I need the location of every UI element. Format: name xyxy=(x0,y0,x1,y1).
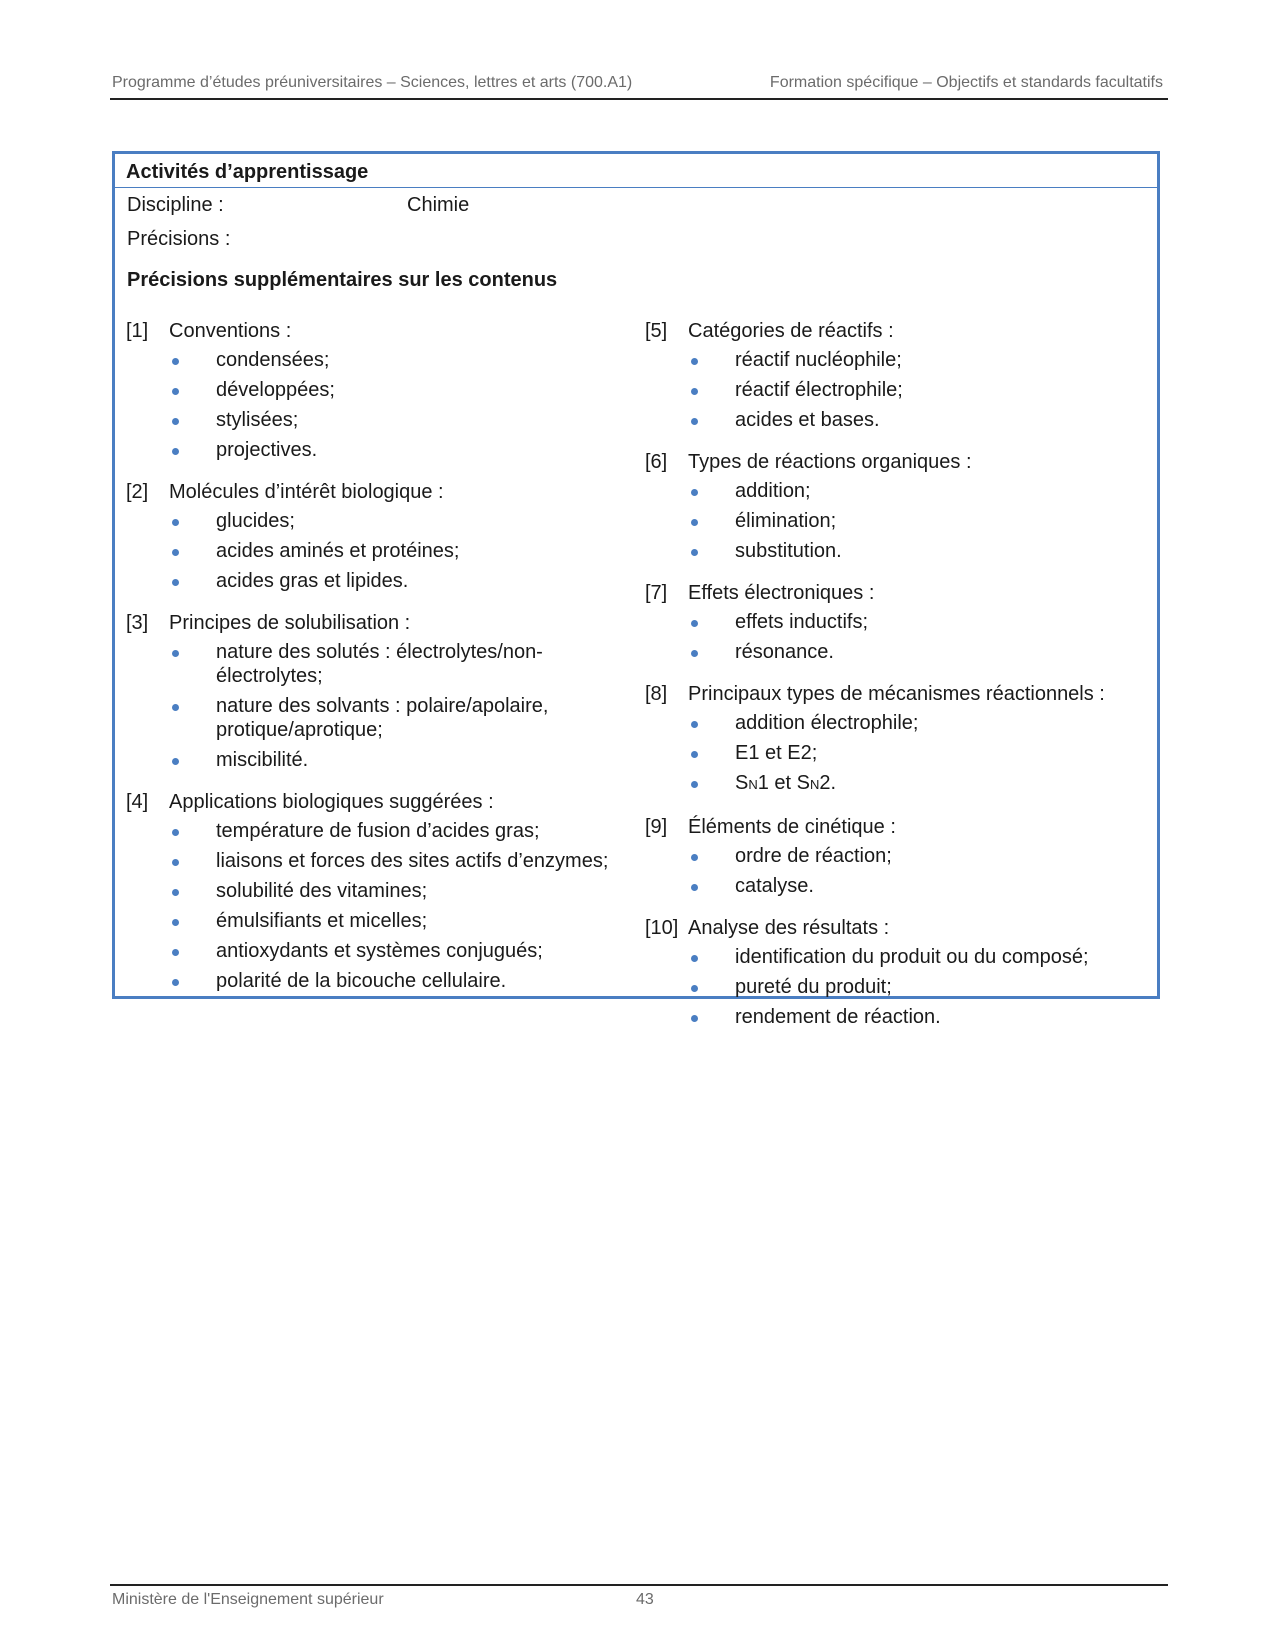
list-item: pureté du produit; xyxy=(645,973,1145,1003)
discipline-label: Discipline : xyxy=(127,194,224,216)
section-number: [8] xyxy=(645,683,668,705)
section-6 xyxy=(645,447,1145,567)
section-number: [10] xyxy=(645,917,679,939)
bullet-icon xyxy=(691,549,698,556)
content-subtitle: Précisions supplémentaires sur les contenus xyxy=(127,269,558,291)
section-number: [2] xyxy=(126,481,149,503)
section-title: Éléments de cinétique : xyxy=(688,816,896,838)
list-item: résonance. xyxy=(645,638,1145,668)
section-title: Effets électroniques : xyxy=(688,582,875,604)
list-item: nature des solutés : électrolytes/non-électrolytes; xyxy=(126,638,626,692)
list-item: élimination; xyxy=(645,507,1145,537)
section-number: [3] xyxy=(126,612,149,634)
bullet-icon xyxy=(691,519,698,526)
bullet-icon xyxy=(691,985,698,992)
bullet-icon xyxy=(172,519,179,526)
bullet-icon xyxy=(691,650,698,657)
section-number: [1] xyxy=(126,320,149,342)
list-item: acides aminés et protéines; xyxy=(126,537,626,567)
list-item: émulsifiants et micelles; xyxy=(126,907,626,937)
section-4 xyxy=(126,787,626,997)
section-3 xyxy=(126,608,626,776)
list-item: développées; xyxy=(126,376,626,406)
bullet-icon xyxy=(172,579,179,586)
bullet-icon xyxy=(172,758,179,765)
list-item: ordre de réaction; xyxy=(645,842,1145,872)
page-header xyxy=(110,72,1168,100)
list-item: réactif nucléophile; xyxy=(645,346,1145,376)
page-number: 43 xyxy=(636,1591,654,1608)
list-item: glucides; xyxy=(126,507,626,537)
list-item: acides et bases. xyxy=(645,406,1145,436)
list-item: stylisées; xyxy=(126,406,626,436)
list-item: identification du produit ou du composé; xyxy=(645,943,1145,973)
list-item: liaisons et forces des sites actifs d’enzymes; xyxy=(126,847,626,877)
bullet-icon xyxy=(691,884,698,891)
list-item: polarité de la bicouche cellulaire. xyxy=(126,967,626,997)
box-title: Activités d’apprentissage xyxy=(115,154,1157,188)
bullet-icon xyxy=(172,650,179,657)
right-column xyxy=(645,316,1145,1044)
bullet-icon xyxy=(172,549,179,556)
list-item: E1 et E2; xyxy=(645,739,1145,769)
footer-ministry: Ministère de l'Enseignement supérieur xyxy=(112,1591,384,1608)
section-8 xyxy=(645,679,1145,801)
list-item: miscibilité. xyxy=(126,746,626,776)
bullet-icon xyxy=(691,418,698,425)
list-item: addition; xyxy=(645,477,1145,507)
list-item: projectives. xyxy=(126,436,626,466)
section-2 xyxy=(126,477,626,597)
list-item: effets inductifs; xyxy=(645,608,1145,638)
bullet-icon xyxy=(691,620,698,627)
bullet-icon xyxy=(172,949,179,956)
list-item: nature des solvants : polaire/apolaire, protique/aprotique; xyxy=(126,692,626,746)
list-item: température de fusion d’acides gras; xyxy=(126,817,626,847)
bullet-icon xyxy=(691,781,698,788)
bullet-icon xyxy=(691,854,698,861)
list-item-sn: SN1 et SN2. xyxy=(645,769,1145,801)
header-program-title: Programme d’études préuniversitaires – Sciences, lettres et arts (700.A1) xyxy=(112,74,633,91)
bullet-icon xyxy=(691,955,698,962)
bullet-icon xyxy=(691,388,698,395)
section-number: [5] xyxy=(645,320,668,342)
section-1 xyxy=(126,316,626,466)
section-title: Types de réactions organiques : xyxy=(688,451,972,473)
list-item: acides gras et lipides. xyxy=(126,567,626,597)
section-title: Applications biologiques suggérées : xyxy=(169,791,494,813)
section-title: Principaux types de mécanismes réactionnels : xyxy=(688,683,1105,705)
list-item: catalyse. xyxy=(645,872,1145,902)
header-section-title: Formation spécifique – Objectifs et standards facultatifs xyxy=(769,74,1163,91)
section-7 xyxy=(645,578,1145,668)
section-5 xyxy=(645,316,1145,436)
bullet-icon xyxy=(172,859,179,866)
bullet-icon xyxy=(172,388,179,395)
section-title: Principes de solubilisation : xyxy=(169,612,411,634)
list-item: substitution. xyxy=(645,537,1145,567)
discipline-value: Chimie xyxy=(407,194,470,216)
list-item: antioxydants et systèmes conjugués; xyxy=(126,937,626,967)
section-title: Catégories de réactifs : xyxy=(688,320,894,342)
bullet-icon xyxy=(172,418,179,425)
bullet-icon xyxy=(691,489,698,496)
bullet-icon xyxy=(172,448,179,455)
bullet-icon xyxy=(691,751,698,758)
list-item: réactif électrophile; xyxy=(645,376,1145,406)
section-number: [6] xyxy=(645,451,668,473)
bullet-icon xyxy=(172,829,179,836)
bullet-icon xyxy=(172,889,179,896)
learning-activities-box xyxy=(112,151,1160,1028)
section-9 xyxy=(645,812,1145,902)
left-column xyxy=(126,316,626,1008)
bullet-icon xyxy=(172,358,179,365)
bullet-icon xyxy=(172,919,179,926)
section-title: Analyse des résultats : xyxy=(688,917,890,939)
bullet-icon xyxy=(691,721,698,728)
section-title: Molécules d’intérêt biologique : xyxy=(169,481,444,503)
section-title: Conventions : xyxy=(169,320,292,342)
precisions-label: Précisions : xyxy=(127,228,231,250)
list-item: addition électrophile; xyxy=(645,709,1145,739)
list-item: condensées; xyxy=(126,346,626,376)
bullet-icon xyxy=(691,1015,698,1022)
bullet-icon xyxy=(691,358,698,365)
page-footer xyxy=(110,1584,1168,1616)
section-10 xyxy=(645,913,1145,1033)
section-number: [4] xyxy=(126,791,149,813)
list-item: solubilité des vitamines; xyxy=(126,877,626,907)
bullet-icon xyxy=(172,704,179,711)
section-number: [9] xyxy=(645,816,668,838)
list-item: rendement de réaction. xyxy=(645,1003,1145,1033)
bullet-icon xyxy=(172,979,179,986)
section-number: [7] xyxy=(645,582,668,604)
